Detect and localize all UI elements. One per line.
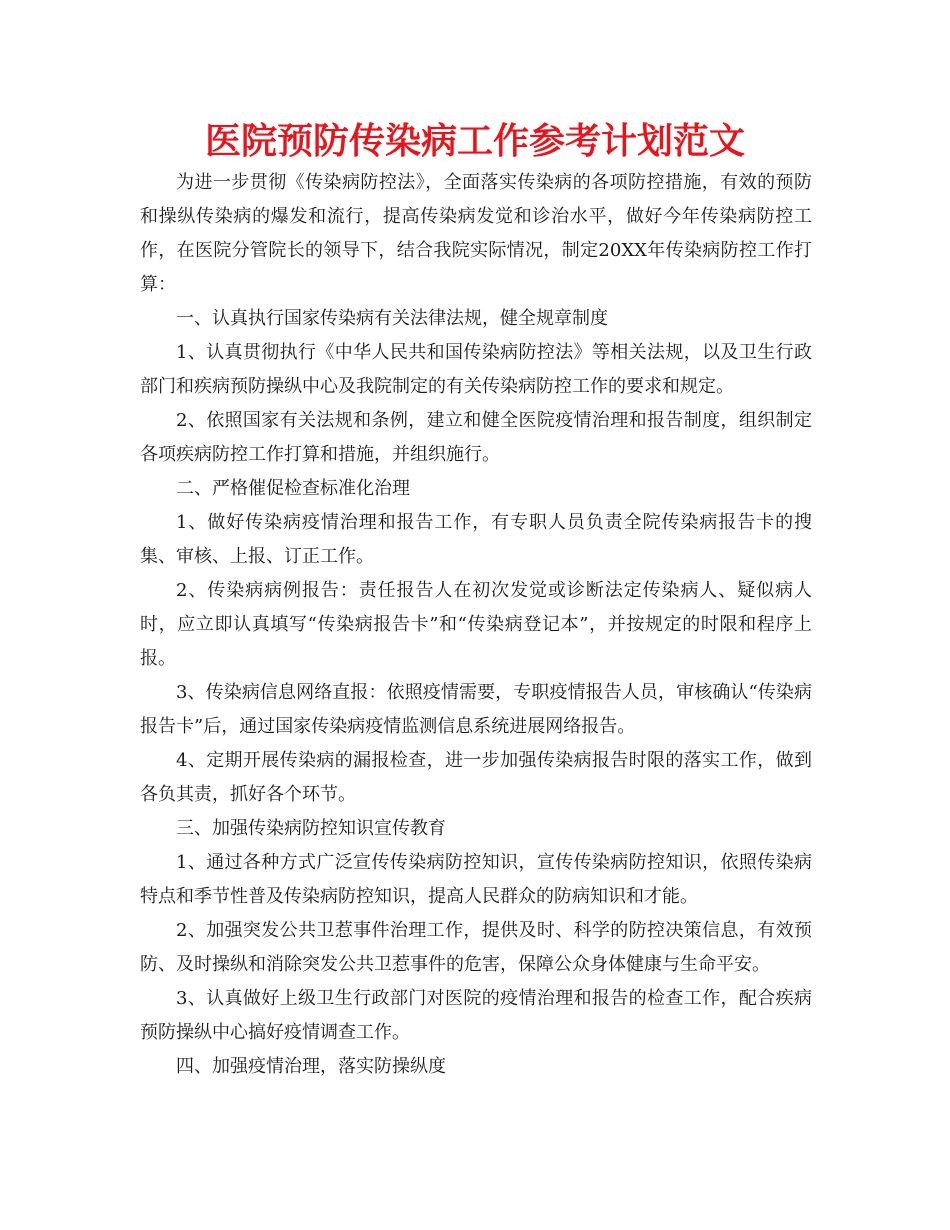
intro-paragraph: 为进一步贯彻《传染病防控法》，全面落实传染病的各项防控措施，有效的预防和操纵传染病的爆发和流行，提高传染病发觉和诊治水平，做好今年传染病防控工作，在医院分管院长的领导下，结合我院实际情况，制定20XX年传染病防控工作打算： <box>140 172 812 295</box>
paragraph: 2、传染病病例报告：责任报告人在初次发觉或诊断法定传染病人、疑似病人时，应立即认真填写“传染病报告卡”和“传染病登记本”，并按规定的时限和程序上报。 <box>140 580 812 669</box>
paragraph: 3、传染病信息网络直报：依照疫情需要，专职疫情报告人员，审核确认“传染病报告卡”后，通过国家传染病疫情监测信息系统进展网络报告。 <box>140 682 812 737</box>
paragraph: 2、加强突发公共卫惹事件治理工作，提供及时、科学的防控决策信息，有效预防、及时操纵和消除突发公共卫惹事件的危害，保障公众身体健康与生命平安。 <box>140 920 812 975</box>
paragraph: 1、认真贯彻执行《中华人民共和国传染病防控法》等相关法规，以及卫生行政部门和疾病预防操纵中心及我院制定的有关传染病防控工作的要求和规定。 <box>140 342 812 397</box>
section-heading-2: 二、严格催促检查标准化治理 <box>176 478 410 499</box>
paragraph: 3、认真做好上级卫生行政部门对医院的疫情治理和报告的检查工作，配合疾病预防操纵中心搞好疫情调查工作。 <box>140 988 812 1043</box>
section-heading-1: 一、认真执行国家传染病有关法律法规，健全规章制度 <box>176 308 608 329</box>
paragraph: 2、依照国家有关法规和条例，建立和健全医院疫情治理和报告制度，组织制定各项疾病防控工作打算和措施，并组织施行。 <box>140 410 812 465</box>
paragraph: 1、通过各种方式广泛宣传传染病防控知识，宣传传染病防控知识，依照传染病特点和季节性普及传染病防控知识，提高人民群众的防病知识和才能。 <box>140 852 812 907</box>
section-heading-4: 四、加强疫情治理，落实防操纵度 <box>176 1056 446 1077</box>
section-heading-3: 三、加强传染病防控知识宣传教育 <box>176 818 446 839</box>
paragraph: 4、定期开展传染病的漏报检查，进一步加强传染病报告时限的落实工作，做到各负其责，抓好各个环节。 <box>140 750 812 805</box>
document-body <box>140 166 812 1084</box>
page-title: 医院预防传染病工作参考计划范文 <box>204 121 745 162</box>
paragraph: 1、做好传染病疫情治理和报告工作，有专职人员负责全院传染病报告卡的搜集、审核、上报、订正工作。 <box>140 512 812 567</box>
